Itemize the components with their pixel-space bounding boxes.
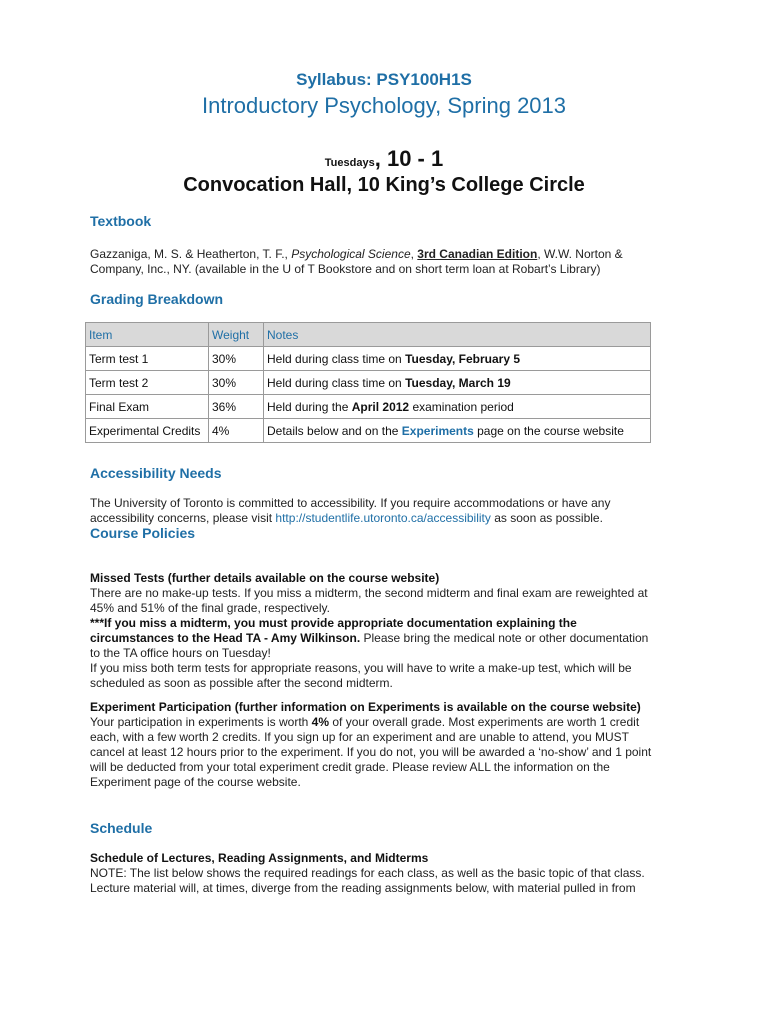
missed-tests-warning: ***If you miss a midterm, you must provide appropriate documentation explaining the circumstances to the Head TA - Amy Wilkinson.	[90, 616, 577, 645]
note-text-after: examination period	[409, 399, 514, 414]
textbook-heading: Textbook	[90, 213, 152, 229]
note-text: Details below and on the	[267, 423, 402, 438]
experiment-title: Experiment Participation (further information on Experiments is available on the course website)	[90, 700, 641, 714]
note-text: Held during the	[267, 399, 352, 414]
cell-item: Experimental Credits	[86, 419, 209, 443]
experiment-block	[90, 700, 660, 790]
cell-notes	[264, 371, 651, 395]
schedule-block	[90, 851, 660, 896]
textbook-authors: Gazzaniga, M. S. & Heatherton, T. F.,	[90, 247, 292, 261]
textbook-publisher: , W.W. Norton & Company, Inc., NY. (available in the U of T Bookstore and on short term loan at Robart’s Library)	[90, 247, 623, 276]
cell-item: Term test 1	[86, 347, 209, 371]
note-text: Held during class time on	[267, 351, 406, 366]
class-location: Convocation Hall, 10 King’s College Circle	[183, 174, 585, 196]
class-time	[0, 146, 768, 172]
accessibility-body: The University of Toronto is committed to accessibility. If you require accommodations or have any accessibility concerns, please visit	[90, 496, 611, 525]
note-date: Tuesday, February 5	[405, 351, 521, 366]
missed-tests-text: There are no make-up tests. If you miss a midterm, the second midterm and final exam are reweighted at 45% and 51% of the final grade, respectively.	[90, 586, 648, 615]
table-row	[86, 395, 651, 419]
note-text-after: page on the course website	[473, 423, 624, 438]
table-row	[86, 371, 651, 395]
cell-weight: 4%	[209, 419, 264, 443]
policies-heading: Course Policies	[90, 525, 196, 541]
note-text: Held during class time on	[267, 375, 406, 390]
textbook-citation	[90, 247, 660, 277]
missed-tests-title: Missed Tests (further details available on the course website)	[90, 571, 440, 585]
cell-weight: 30%	[209, 371, 264, 395]
grading-heading: Grading Breakdown	[90, 291, 224, 307]
textbook-title: Psychological Science	[291, 247, 411, 261]
cell-weight: 30%	[209, 347, 264, 371]
missed-tests-note: Please bring the medical note or other documentation to the TA office hours on Tuesday!	[90, 631, 649, 660]
accessibility-heading: Accessibility Needs	[90, 465, 222, 481]
class-day: Tuesdays	[324, 157, 375, 169]
cell-item: Term test 2	[86, 371, 209, 395]
table-row	[86, 419, 651, 443]
accessibility-text	[90, 496, 660, 526]
experiments-link[interactable]: Experiments	[401, 423, 474, 438]
note-date: April 2012	[351, 399, 410, 414]
class-time-comma: ,	[374, 146, 381, 171]
col-weight: Weight	[209, 323, 264, 347]
accessibility-link[interactable]: http://studentlife.utoronto.ca/accessibility	[275, 511, 491, 525]
experiment-weight: 4%	[311, 715, 330, 729]
grading-header-row	[86, 323, 651, 347]
class-hours: 10 - 1	[380, 146, 444, 171]
course-title: Introductory Psychology, Spring 2013	[201, 93, 567, 118]
experiment-text-b: of your overall grade. Most experiments are worth 1 credit each, with a few worth 2 credits. If you sign up for an experiment and are unable to attend, you MUST cancel at least 12 hours prior to the experiment. If you do not, you will be awarded a ‘no-show’ and 1 point will be deducted from your total experiment credit grade. Please review ALL the information on the Experiment page of the course website.	[90, 715, 652, 789]
cell-notes	[264, 347, 651, 371]
col-item: Item	[86, 323, 209, 347]
schedule-note: NOTE: The list below shows the required readings for each class, as well as the basic topic of that class. Lecture material will, at times, diverge from the reading assignments below, with material pulled in from	[90, 866, 645, 895]
experiment-text-a: Your participation in experiments is worth	[90, 715, 312, 729]
schedule-subtitle: Schedule of Lectures, Reading Assignments, and Midterms	[90, 851, 429, 865]
textbook-edition: 3rd Canadian Edition	[417, 247, 538, 261]
cell-notes	[264, 419, 651, 443]
cell-weight: 36%	[209, 395, 264, 419]
accessibility-body-end: as soon as possible.	[490, 511, 603, 525]
table-row	[86, 347, 651, 371]
missed-tests-block	[90, 571, 660, 691]
col-notes: Notes	[264, 323, 651, 347]
note-date: Tuesday, March 19	[405, 375, 511, 390]
schedule-heading: Schedule	[90, 820, 153, 836]
cell-item: Final Exam	[86, 395, 209, 419]
textbook-sep: ,	[410, 247, 418, 261]
missed-both-text: If you miss both term tests for appropriate reasons, you will have to write a make-up test, which will be scheduled as soon as possible after the second midterm.	[90, 661, 632, 690]
grading-table	[85, 322, 651, 443]
syllabus-code: Syllabus: PSY100H1S	[296, 70, 472, 89]
cell-notes	[264, 395, 651, 419]
